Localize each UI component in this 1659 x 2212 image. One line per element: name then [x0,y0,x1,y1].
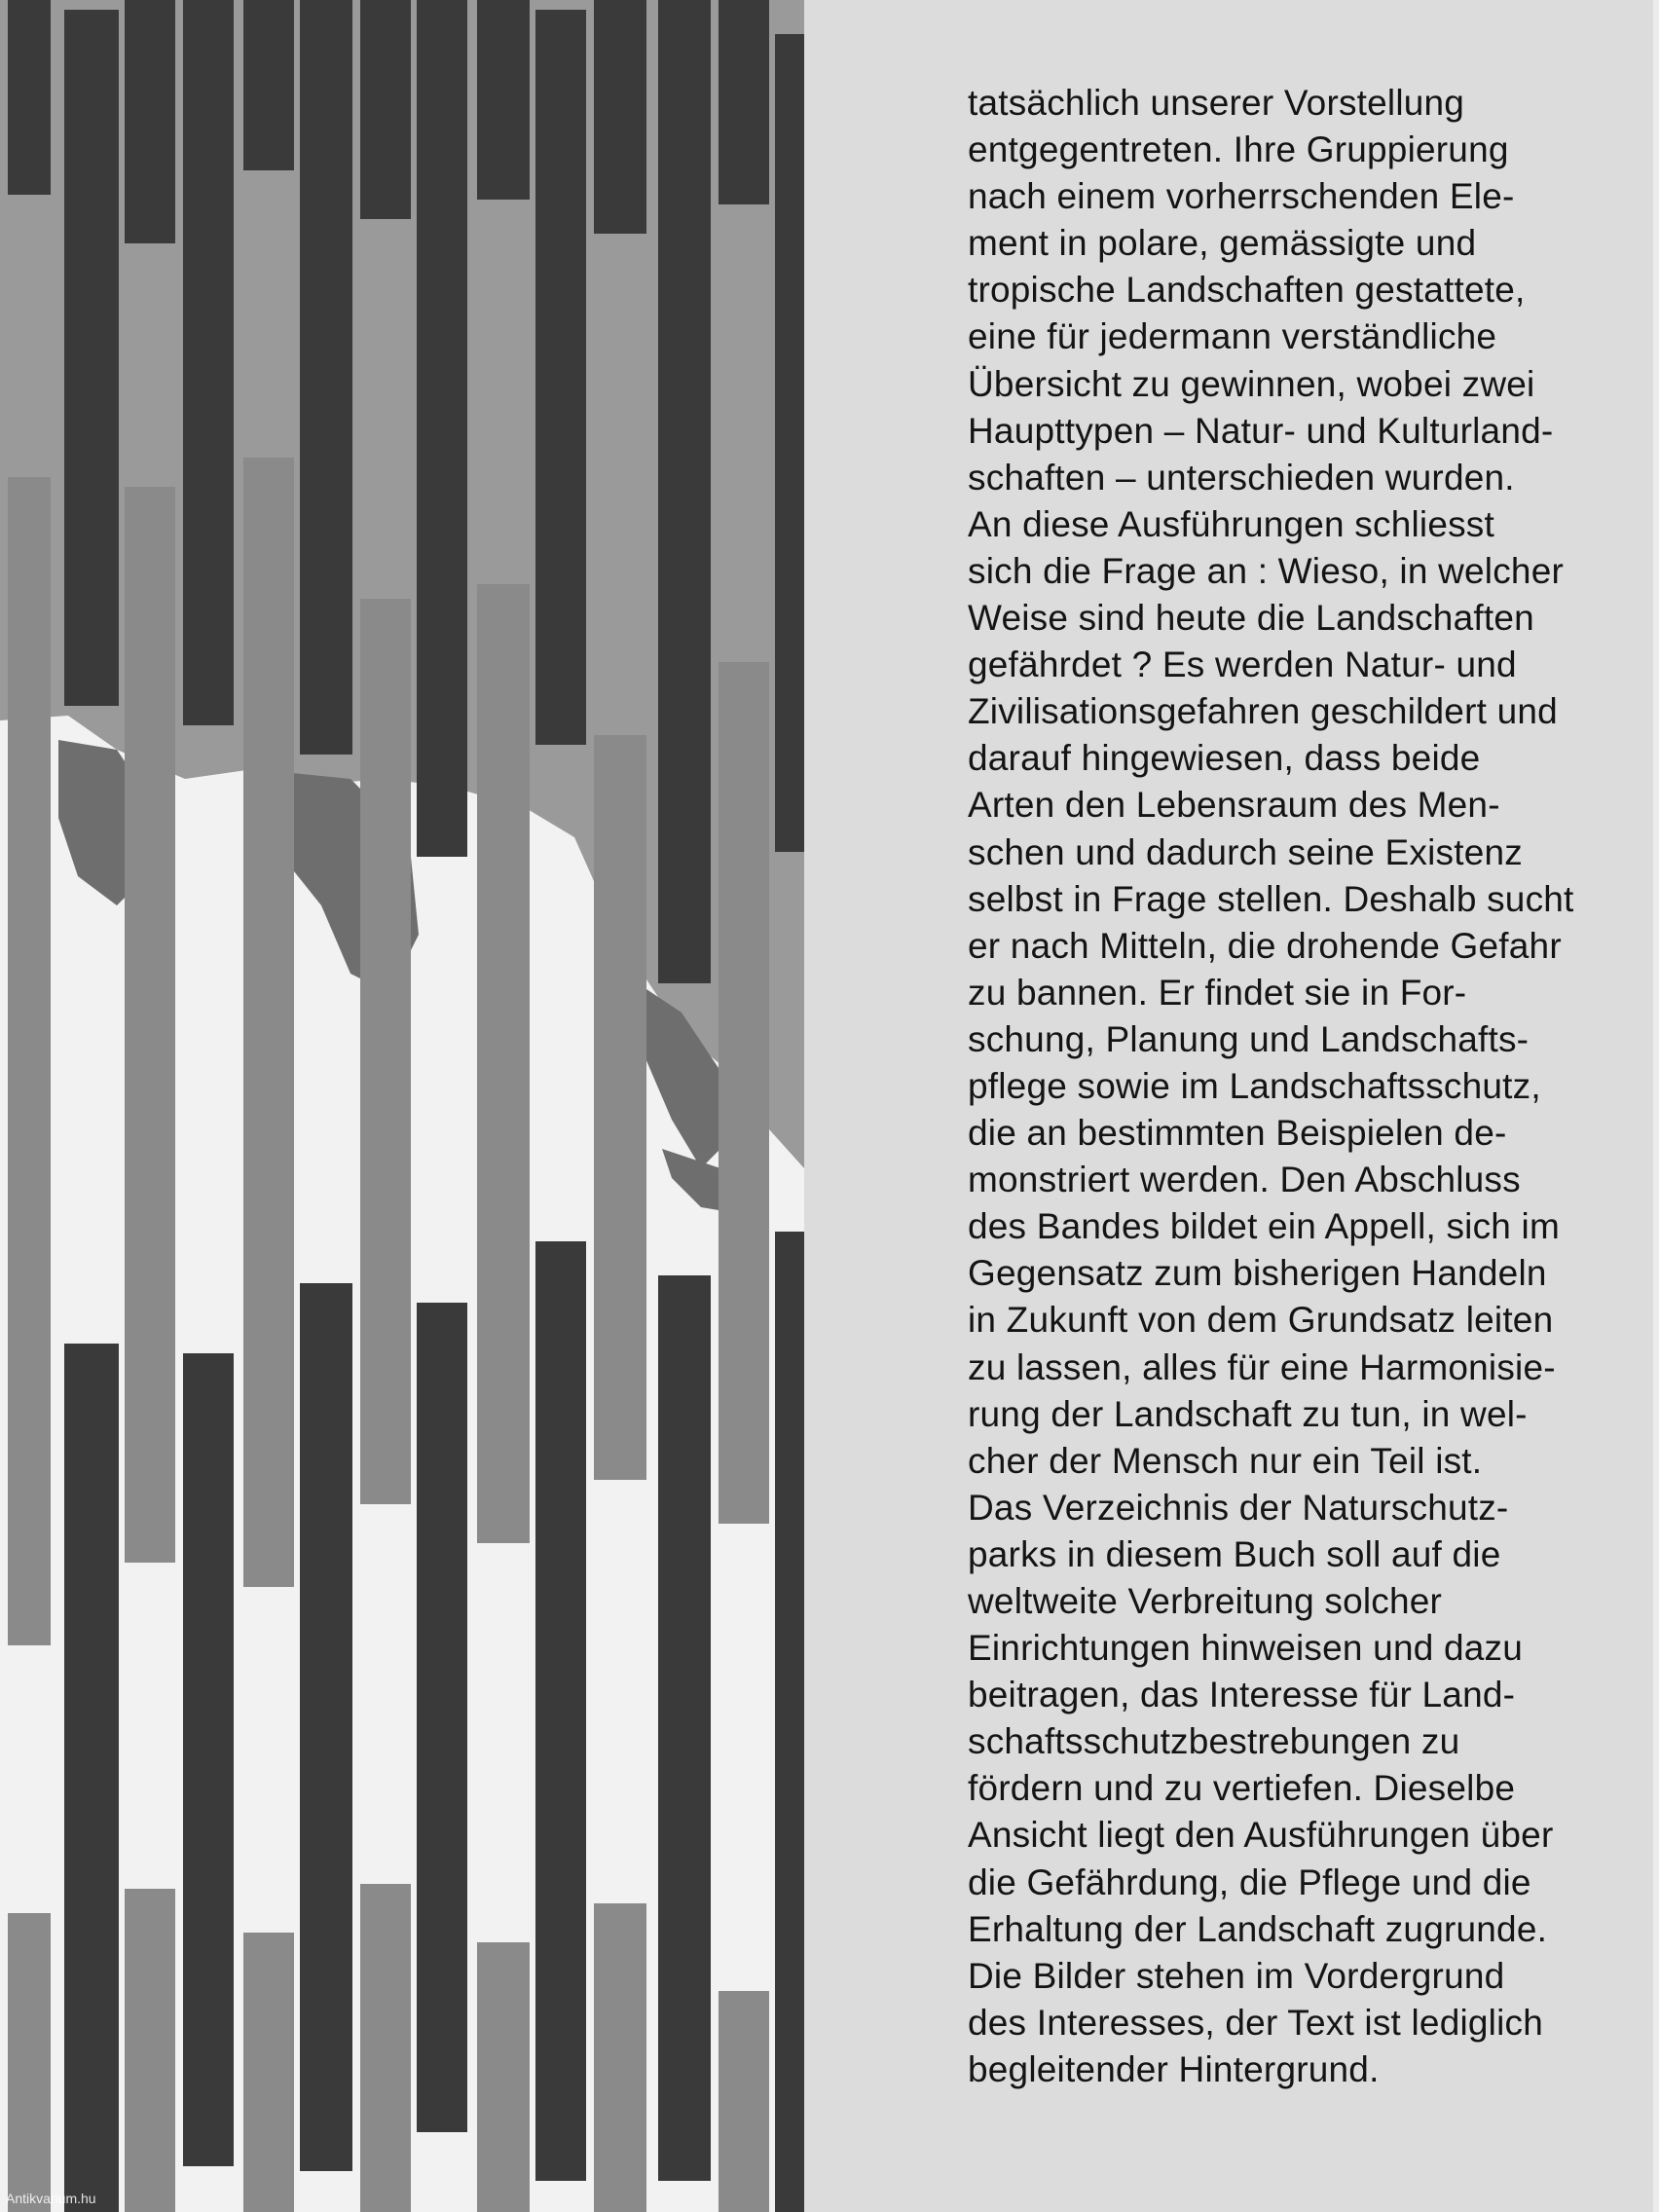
bar-segment [719,0,769,204]
text-line: Übersicht zu gewinnen, wobei zwei [968,363,1535,404]
text-line: er nach Mitteln, die drohende Gefahr [968,925,1562,966]
bar-segment [64,10,119,706]
text-line: begleitender Hintergrund. [968,2048,1380,2089]
bar-segment [183,1353,234,2166]
text-line: zu bannen. Er findet sie in For- [968,972,1467,1013]
bar-segment [719,662,769,1524]
bar-segment [243,1933,294,2212]
bar-segment [360,0,411,219]
bar-segment [477,0,530,200]
text-line: zu lassen, alles für eine Harmonisie- [968,1346,1556,1387]
text-line: ment in polare, gemässigte und [968,223,1477,264]
text-line: die an bestimmten Beispielen de- [968,1113,1507,1154]
watermark-logo: Antikvarium.hu [6,2191,96,2206]
text-line: Erhaltung der Landschaft zugrunde. [968,1908,1548,1949]
text-line: Die Bilder stehen im Vordergrund [968,1955,1505,1996]
text-line: Ansicht liegt den Ausführungen über [968,1815,1554,1856]
bar-segment [719,1991,769,2212]
cover-artwork [0,0,804,2212]
bar-segment [360,599,411,1504]
text-line: Gegensatz zum bisherigen Handeln [968,1253,1547,1294]
text-line: darauf hingewiesen, dass beide [968,738,1481,779]
bar-segment [417,1303,467,2132]
bar-segment [300,0,352,755]
bar-segment [125,487,175,1563]
striped-world-map-graphic [0,0,804,2212]
text-line: Das Verzeichnis der Naturschutz- [968,1487,1509,1528]
bar-segment [775,34,804,852]
bar-segment [300,1283,352,2171]
bar-segment [8,477,51,1645]
text-line: des Bandes bildet ein Appell, sich im [968,1206,1560,1247]
bar-segment [658,1275,711,2181]
text-line: pflege sowie im Landschaftsschutz, [968,1065,1541,1106]
bar-segment [125,0,175,243]
text-line: cher der Mensch nur ein Teil ist. [968,1440,1483,1481]
bar-segment [125,1889,175,2212]
text-line: gefährdet ? Es werden Natur- und [968,645,1517,685]
bar-segment [775,1232,804,2212]
text-line: tropische Landschaften gestattete, [968,270,1526,311]
text-line: die Gefährdung, die Pflege und die [968,1862,1531,1902]
text-line: beitragen, das Interesse für Land- [968,1675,1516,1715]
bar-segment [417,0,467,857]
text-line: Weise sind heute die Landschaften [968,598,1534,639]
bar-segment [594,1903,646,2212]
bar-segment [535,1241,586,2181]
text-line: An diese Ausführungen schliesst [968,503,1494,544]
body-text [968,80,1630,2093]
text-line: nach einem vorherrschenden Ele- [968,176,1515,217]
text-line: schen und dadurch seine Existenz [968,831,1523,872]
text-line: monstriert werden. Den Abschluss [968,1160,1521,1200]
bar-segment [243,458,294,1587]
text-line: des Interesses, der Text ist lediglich [968,2002,1543,2043]
text-line: schung, Planung und Landschafts- [968,1018,1530,1059]
text-line: selbst in Frage stellen. Deshalb sucht [968,878,1574,919]
text-line: fördern und zu vertiefen. Dieselbe [968,1768,1516,1809]
text-line: parks in diesem Buch soll auf die [968,1533,1501,1574]
bar-segment [594,0,646,234]
text-line: entgegentreten. Ihre Gruppierung [968,129,1509,170]
bar-segment [477,584,530,1543]
bar-segment [64,1344,119,2212]
text-line: Einrichtungen hinweisen und dazu [968,1628,1524,1669]
text-line: Arten den Lebensraum des Men- [968,785,1500,826]
bar-segment [8,1913,51,2212]
text-line: sich die Frage an : Wieso, in welcher [968,550,1564,591]
bar-segment [8,0,51,195]
bar-segment [183,0,234,725]
text-line: weltweite Verbreitung solcher [968,1581,1443,1621]
text-line: schaftsschutzbestrebungen zu [968,1721,1460,1762]
text-line: schaften – unterschieden wurden. [968,457,1515,498]
bar-segment [658,0,711,983]
text-page [804,0,1659,2212]
text-line: Haupttypen – Natur- und Kulturland- [968,410,1554,451]
bar-segment [535,10,586,745]
bar-segment [477,1942,530,2212]
page-edge [1653,0,1659,2212]
text-line: rung der Landschaft zu tun, in wel- [968,1393,1528,1434]
bar-segment [243,0,294,170]
text-line: eine für jedermann verständliche [968,316,1497,357]
text-line: tatsächlich unserer Vorstellung [968,83,1465,123]
text-line: Zivilisationsgefahren geschildert und [968,691,1558,732]
bar-segment [594,735,646,1480]
text-line: in Zukunft von dem Grundsatz leiten [968,1300,1554,1341]
bar-segment [360,1884,411,2212]
